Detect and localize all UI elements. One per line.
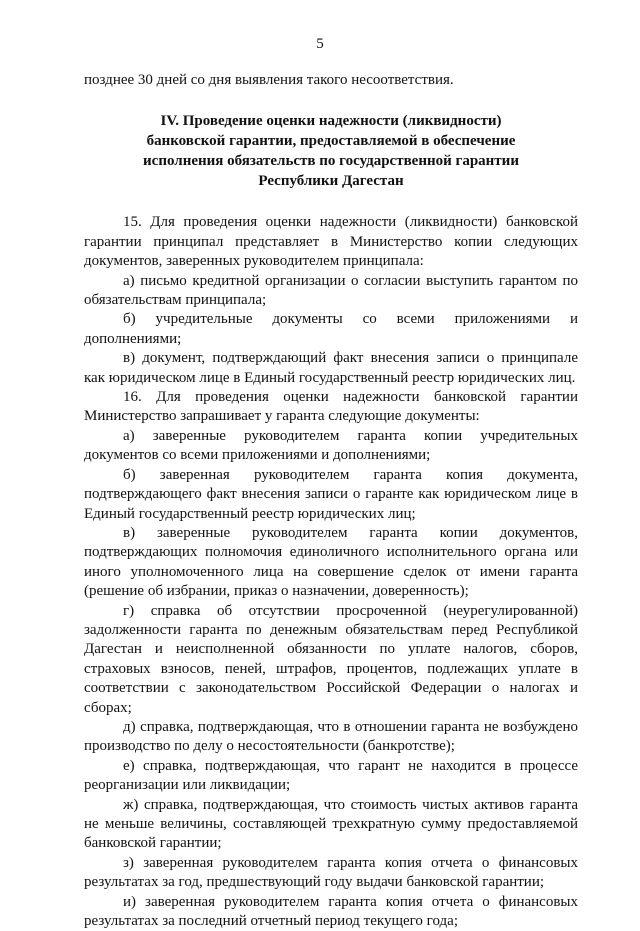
section-heading-line: исполнения обязательств по государственной гарантии [143,153,519,170]
list-item-16a: а) заверенные руководителем гаранта копии учредительных документов со всеми приложениями и дополнениями; [84,427,578,464]
list-item-16d: д) справка, подтверждающая, что в отношении гаранта не возбуждено производство по делу о несостоятельности (банкротстве); [84,718,578,755]
list-item-16zh: ж) справка, подтверждающая, что стоимость чистых активов гаранта не меньше величины, составляющей трехкратную сумму предоставляемой банковской гарантии; [84,796,578,852]
list-item-15a: а) письмо кредитной организации о согласии выступить гарантом по обязательствам принципала; [84,272,578,309]
paragraph-15: 15. Для проведения оценки надежности (ликвидности) банковской гарантии принципал представляет в Министерство копии следующих документов, заверенных руководителем принципала: [84,214,578,270]
list-item-16e: е) справка, подтверждающая, что гарант не находится в процессе реорганизации или ликвидации; [84,757,578,794]
list-item-16v: в) заверенные руководителем гаранта копии документов, подтверждающих полномочия единоличного исполнительного органа или иного уполномоченного лица на совершение сделок от имени гаранта (решение об избрании, приказ о назначении, доверенность); [84,524,578,600]
section-heading-line: банковской гарантии, предоставляемой в обеспечение [146,133,516,150]
document-body [84,71,578,931]
section-heading-line: IV. Проведение оценки надежности (ликвидности) [160,113,502,130]
list-item-16z: з) заверенная руководителем гаранта копия отчета о финансовых результатах за год, предшествующий году выдачи банковской гарантии; [84,854,578,891]
list-item-16i: и) заверенная руководителем гаранта копия отчета о финансовых результатах за последний отчетный период текущего года; [84,893,578,930]
section-heading-line: Республики Дагестан [258,173,404,190]
section-heading [84,111,578,191]
intro-line: позднее 30 дней со дня выявления такого несоответствия. [84,72,454,88]
paragraph-16: 16. Для проведения оценки надежности банковской гарантии Министерство запрашивает у гаранта следующие документы: [84,389,578,425]
list-item-16b: б) заверенная руководителем гаранта копия документа, подтверждающего факт внесения записи о гаранте как юридическом лице в Единый государственный реестр юридических лиц; [84,466,578,522]
list-item-16g: г) справка об отсутствии просроченной (неурегулированной) задолженности гаранта по денежным обязательствам перед Республикой Дагестан и неисполненной обязанности по уплате налогов, сборов, страховых взносов, пеней, штрафов, процентов, подлежащих уплате в соответствии с законодательством Российской Федерации о налогах и сборах; [84,602,578,716]
page-number: 5 [316,36,324,52]
list-item-15v: в) документ, подтверждающий факт внесения записи о принципале как юридическом лице в Единый государственный реестр юридических лиц. [84,350,578,386]
list-item-15b: б) учредительные документы со всеми приложениями и дополнениями; [84,311,578,347]
